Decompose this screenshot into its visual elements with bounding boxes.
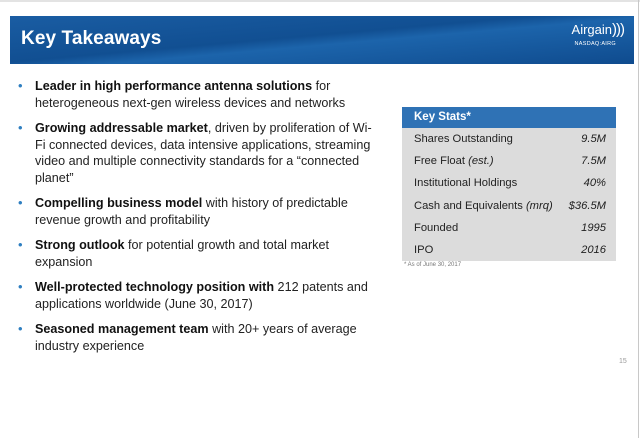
takeaway-item: • Strong outlook for potential growth and total market expansion	[18, 237, 329, 269]
signal-waves-icon: )))	[612, 21, 624, 38]
stats-footnote: * As of June 30, 2017	[404, 262, 462, 268]
stat-label: IPO	[414, 243, 434, 256]
stats-row	[402, 172, 616, 194]
takeaway-item: • Compelling business model with history of predictable revenue growth and profitability	[18, 195, 348, 227]
takeaway-item: • Leader in high performance antenna solutions for heterogeneous next-gen wireless devices and networks	[18, 78, 346, 110]
bullet-icon: •	[18, 120, 23, 135]
stats-row	[402, 217, 616, 239]
stats-row	[402, 128, 616, 150]
takeaway-item: • Growing addressable market, driven by proliferation of Wi-Fi connected devices, data intensive applications, streaming video and multiple connectivity standards for a “connected planet”	[18, 120, 372, 185]
stat-value: 9.5M	[581, 133, 606, 145]
key-stats-table	[402, 107, 616, 261]
takeaway-item: • Well-protected technology position with 212 patents and applications worldwide (June 30, 2017)	[18, 279, 368, 311]
ticker-symbol: NASDAQ:AIRG	[574, 41, 616, 47]
stat-value: 7.5M	[581, 155, 606, 168]
stats-row: Cash and Equivalents (mrq) $36.5M	[402, 195, 616, 217]
bullet-icon: •	[18, 321, 23, 336]
takeaway-item: • Seasoned management team with 20+ years of average industry experience	[18, 321, 357, 353]
stats-row: Free Float (est.) 7.5M	[402, 150, 616, 172]
top-border	[0, 0, 640, 2]
stat-value: $36.5M	[568, 199, 606, 212]
stats-row	[402, 239, 616, 261]
stat-label: Institutional Holdings	[414, 177, 518, 190]
bullet-icon: •	[18, 237, 23, 252]
takeaways-list	[18, 78, 378, 363]
stat-label: Shares Outstanding	[414, 133, 513, 145]
logo-name: Airgain	[571, 22, 612, 37]
bullet-icon: •	[18, 78, 23, 93]
stat-label: Free Float	[414, 155, 469, 168]
stat-label: Cash and Equivalents	[414, 199, 526, 212]
bullet-icon: •	[18, 279, 23, 294]
stat-label: Founded	[414, 221, 459, 234]
bullet-icon: •	[18, 195, 23, 210]
stat-value: 2016	[581, 243, 606, 256]
company-logo	[572, 21, 624, 47]
stat-value: 1995	[581, 221, 606, 234]
right-border	[638, 0, 639, 438]
key-stats-header: Key Stats*	[402, 107, 616, 128]
stat-value: 40%	[583, 177, 606, 190]
page-title: Key Takeaways	[21, 28, 162, 49]
page-number: 15	[619, 358, 627, 365]
title-banner	[10, 16, 634, 64]
